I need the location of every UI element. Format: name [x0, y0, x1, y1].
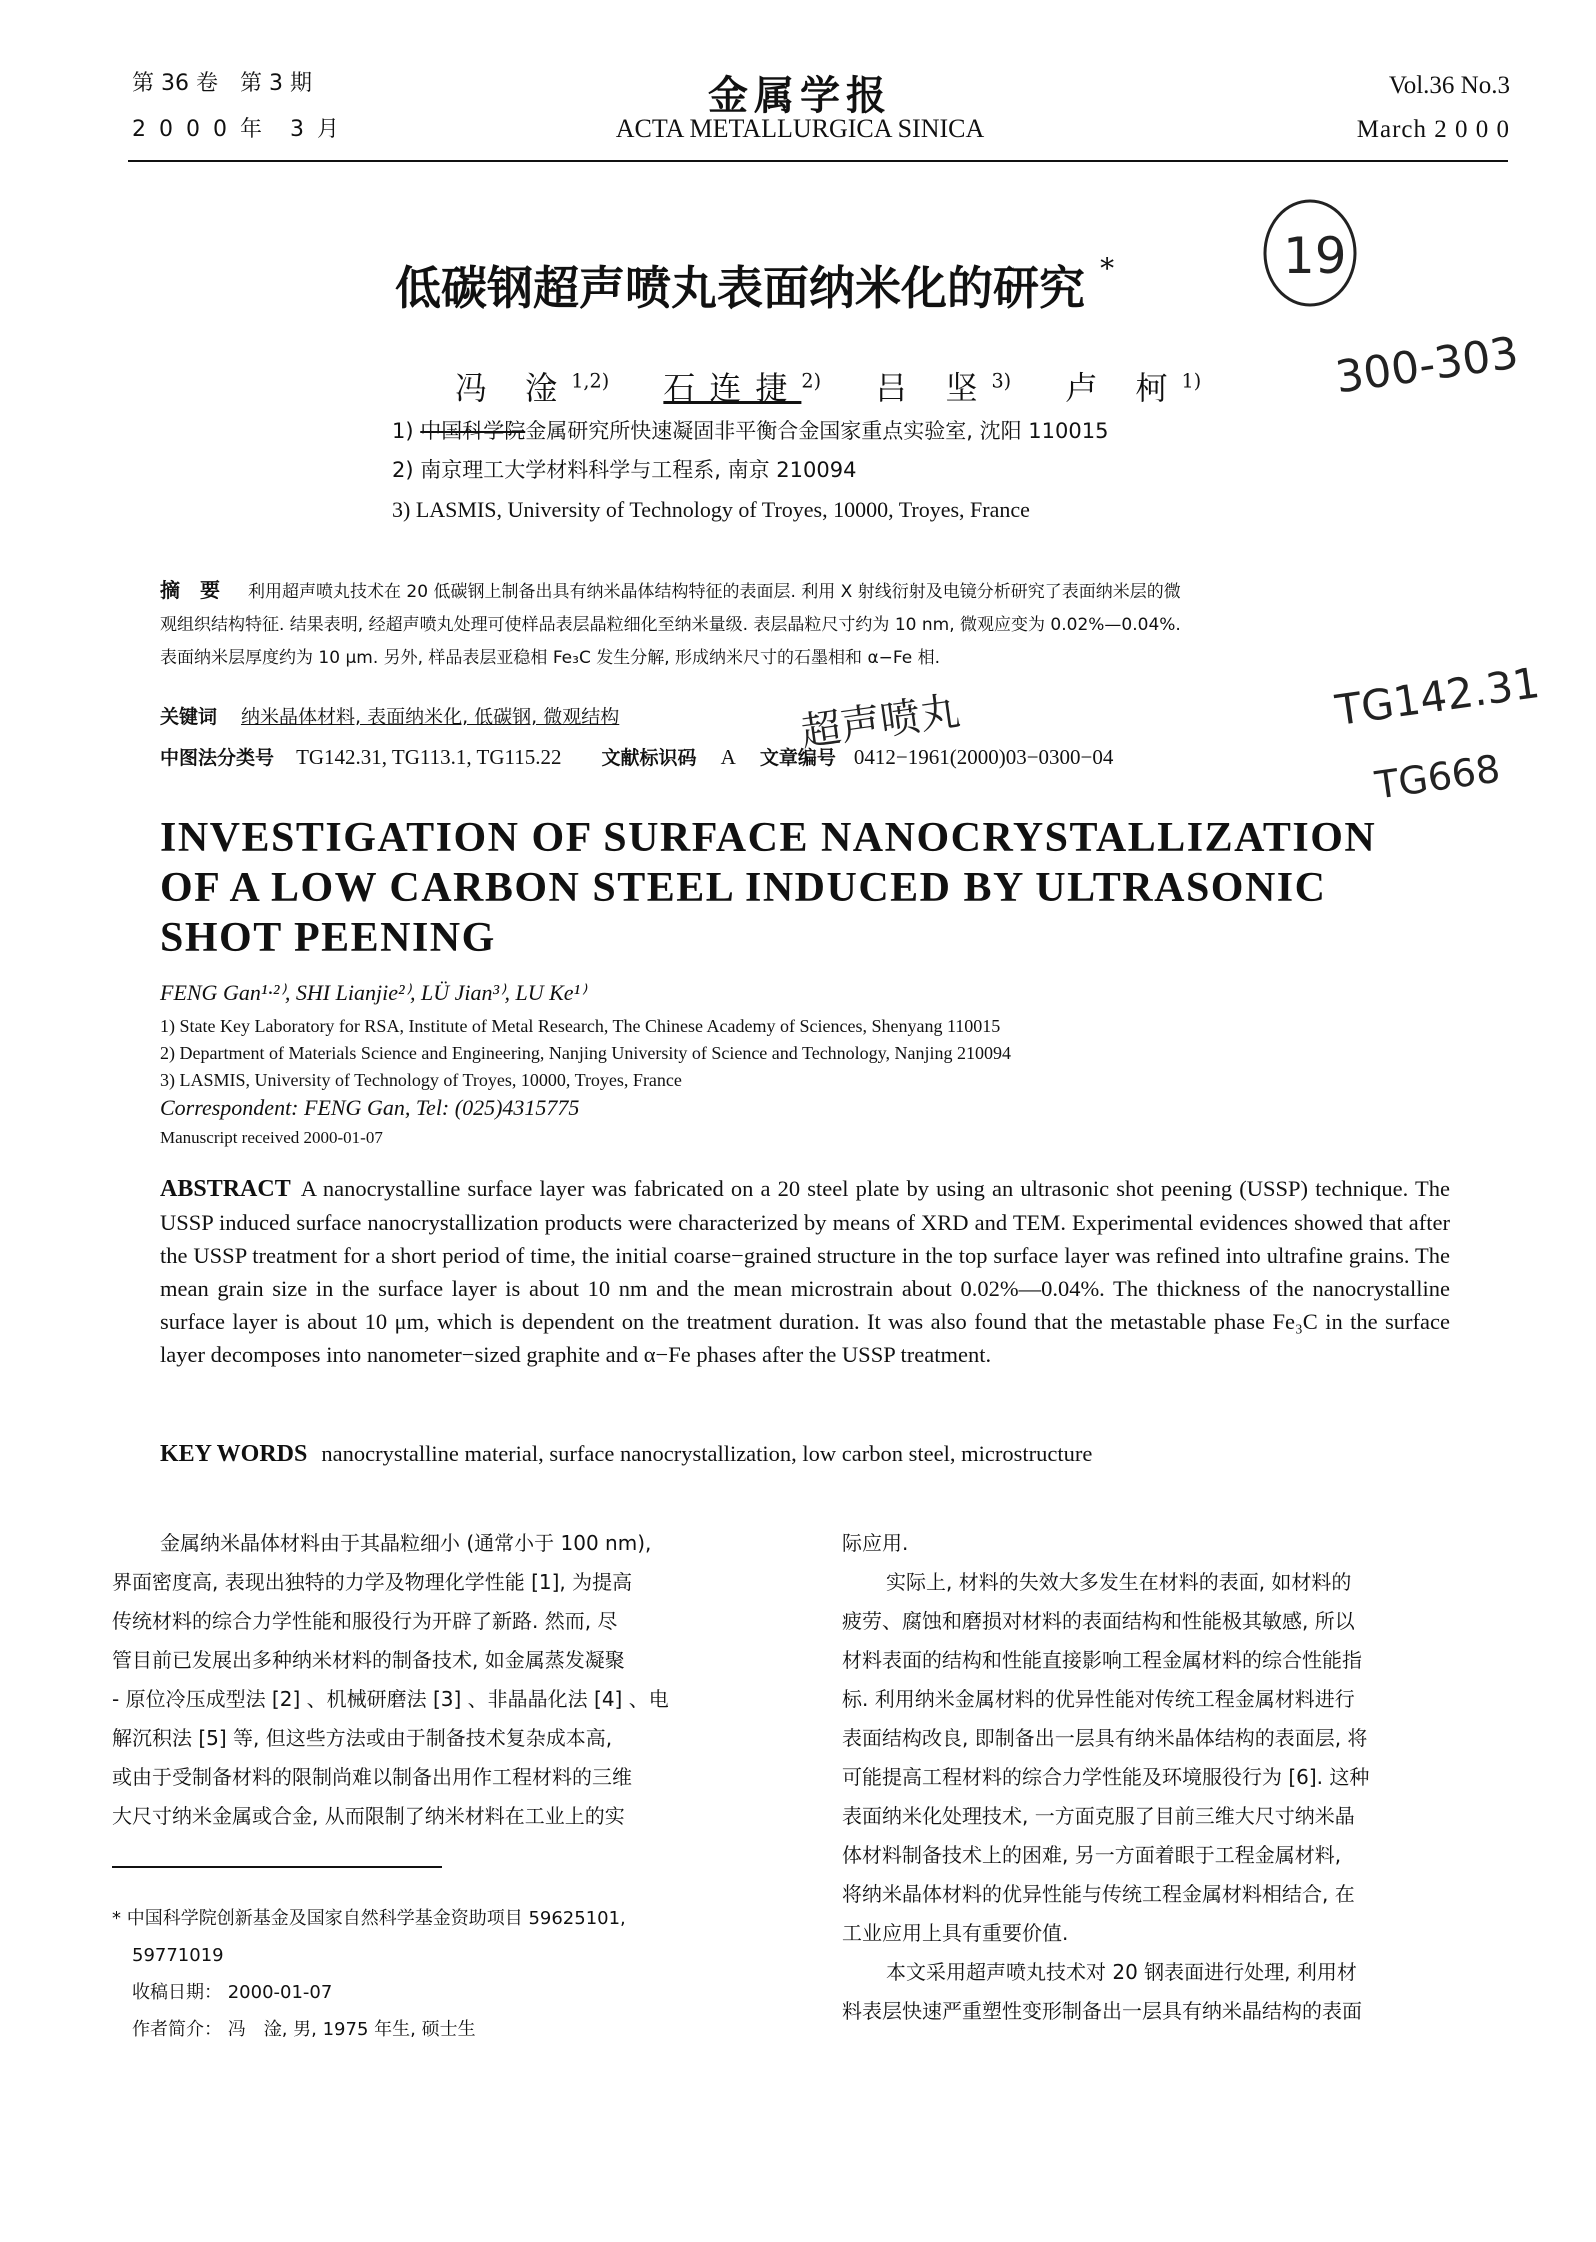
- article-no-label: 文章编号: [759, 747, 836, 769]
- body-right-line: 表面纳米化处理技术, 一方面克服了目前三维大尺寸纳米晶: [842, 1804, 1355, 1828]
- affiliation-zh-2: 2) 南京理工大学材料科学与工程系, 南京 210094: [392, 458, 857, 482]
- doc-code-value: A: [720, 745, 736, 769]
- body-right-line: 工业应用上具有重要价值.: [842, 1921, 1069, 1945]
- author-zh-3: 吕 坚: [875, 369, 992, 407]
- keywords-en: [160, 1437, 1092, 1471]
- svg-text:19: 19: [1283, 227, 1347, 285]
- title-en-line-2: OF A LOW CARBON STEEL INDUCED BY ULTRASONIC: [160, 865, 1327, 911]
- doc-code-label: 文献标识码: [601, 747, 697, 769]
- clc-label: 中图法分类号: [160, 747, 275, 769]
- handwritten-tg-note-1: TG142.31: [1332, 657, 1543, 736]
- body-right-line: 材料表面的结构和性能直接影响工程金属材料的综合性能指: [842, 1648, 1362, 1672]
- affiliation-zh-3: 3) LASMIS, University of Technology of Troyes, 10000, Troyes, France: [392, 497, 1030, 522]
- body-right-line: 将纳米晶体材料的优异性能与传统工程金属材料相结合, 在: [842, 1882, 1355, 1906]
- received-date: Manuscript received 2000-01-07: [160, 1128, 383, 1147]
- affiliation-en-3: 3) LASMIS, University of Technology of Troyes, 10000, Troyes, France: [160, 1070, 682, 1090]
- footnotes: [112, 1900, 626, 2048]
- footnote-line: 收稿日期： 2000-01-07: [132, 1982, 333, 2003]
- journal-title-en: ACTA METALLURGICA SINICA: [615, 114, 985, 143]
- footnote-rule: [112, 1866, 442, 1868]
- handwritten-tg-note-2: TG668: [1372, 746, 1503, 808]
- author-zh-2-sup: 2): [801, 369, 822, 393]
- author-zh-1-sup: 1,2): [571, 369, 610, 393]
- author-zh-2: 石连捷: [663, 369, 802, 407]
- body-right-line: 料表层快速严重塑性变形制备出一层具有纳米晶结构的表面: [842, 1999, 1362, 2023]
- header-rule: [128, 160, 1508, 162]
- author-zh-1: 冯 淦: [455, 369, 572, 407]
- authors-en: FENG Gan¹·²⁾, SHI Lianjie²⁾, LÜ Jian³⁾, LU Ke¹⁾: [160, 980, 586, 1005]
- body-right-line: 疲劳、腐蚀和磨损对材料的表面结构和性能极其敏感, 所以: [842, 1609, 1355, 1633]
- abstract-zh-label: 摘 要: [160, 578, 220, 602]
- date-en: March 2 0 0 0: [1356, 116, 1510, 143]
- body-right-line: 体材料制备技术上的困难, 另一方面着眼于工程金属材料,: [842, 1843, 1342, 1867]
- title-star: *: [1100, 252, 1115, 285]
- abstract-zh-line-1: 利用超声喷丸技术在 20 低碳钢上制备出具有纳米晶体结构特征的表面层. 利用 X 射线衍射及电镜分析研究了表面纳米层的微: [248, 582, 1181, 602]
- body-left-line: 管目前已发展出多种纳米材料的制备技术, 如金属蒸发凝聚: [112, 1648, 625, 1672]
- footnote-line: 59771019: [132, 1945, 224, 1966]
- keywords-en-label: KEY WORDS: [160, 1441, 308, 1467]
- authors-zh: [455, 363, 1201, 409]
- abstract-en: [160, 1172, 1450, 1371]
- body-right-line: 标. 利用纳米金属材料的优异性能对传统工程金属材料进行: [842, 1687, 1355, 1711]
- handwritten-page-note: 300-303: [1332, 327, 1522, 404]
- body-right-line: 可能提高工程材料的综合力学性能及环境服役行为 [6]. 这种: [842, 1765, 1370, 1789]
- title-zh-block: [395, 252, 1114, 318]
- author-zh-3-sup: 3): [991, 369, 1012, 393]
- title-zh: 低碳钢超声喷丸表面纳米化的研究: [395, 261, 1085, 315]
- affiliation-zh-1: 1) 中国科学院金属研究所快速凝固非平衡合金国家重点实验室, 沈阳 110015: [392, 419, 1109, 443]
- keywords-zh-label: 关键词: [160, 706, 218, 728]
- clc-value: TG142.31, TG113.1, TG115.22: [296, 745, 562, 769]
- body-left-line: 金属纳米晶体材料由于其晶粒细小 (通常小于 100 nm),: [160, 1531, 652, 1555]
- author-zh-4-sup: 1): [1181, 369, 1202, 393]
- handwritten-keyword-note: 超声喷丸: [798, 688, 963, 756]
- affiliation-en-1: 1) State Key Laboratory for RSA, Institute of Metal Research, The Chinese Academy of Sciences, Shenyang 110015: [160, 1016, 1001, 1036]
- body-left-line: - 原位冷压成型法 [2] 、机械研磨法 [3] 、非晶晶化法 [4] 、电: [112, 1687, 669, 1711]
- body-right-column: [842, 1524, 1522, 2031]
- volume-issue-en: Vol.36 No.3: [1388, 72, 1510, 99]
- body-right-line: 实际上, 材料的失效大多发生在材料的表面, 如材料的: [866, 1570, 1352, 1594]
- title-en-line-3: SHOT PEENING: [160, 915, 496, 961]
- keywords-en-text: nanocrystalline material, surface nanocrystallization, low carbon steel, microstructure: [321, 1441, 1093, 1466]
- title-en-line-1: INVESTIGATION OF SURFACE NANOCRYSTALLIZATION: [160, 815, 1377, 861]
- abstract-en-label: ABSTRACT: [160, 1176, 291, 1202]
- body-left-line: 传统材料的综合力学性能和服役行为开辟了新路. 然而, 尽: [112, 1609, 618, 1633]
- keywords-zh-text: 纳米晶体材料, 表面纳米化, 低碳钢, 微观结构: [241, 706, 620, 728]
- body-left-line: 大尺寸纳米金属或合金, 从而限制了纳米材料在工业上的实: [112, 1804, 625, 1828]
- affiliations-en: [160, 1013, 1011, 1094]
- author-zh-4: 卢 柯: [1065, 369, 1182, 407]
- footnote-line: * 中国科学院创新基金及国家自然科学基金资助项目 59625101,: [112, 1908, 626, 1929]
- abstract-zh-line-2: 观组织结构特征. 结果表明, 经超声喷丸处理可使样品表层晶粒细化至纳米量级. 表层晶粒尺寸约为 10 nm, 微观应变为 0.02%—0.04%.: [160, 615, 1181, 635]
- abstract-zh: [160, 574, 1510, 675]
- article-no-value: 0412−1961(2000)03−0300−04: [853, 745, 1114, 769]
- body-left-column: [112, 1524, 792, 1836]
- body-left-line: 界面密度高, 表现出独特的力学及物理化学性能 [1], 为提高: [112, 1570, 633, 1594]
- body-left-line: 解沉积法 [5] 等, 但这些方法或由于制备技术复杂成本高,: [112, 1726, 613, 1750]
- abstract-zh-line-3: 表面纳米层厚度约为 10 μm. 另外, 样品表层亚稳相 Fe₃C 发生分解, 形成纳米尺寸的石墨相和 α−Fe 相.: [160, 648, 941, 668]
- footnote-line: 作者简介： 冯 淦, 男, 1975 年生, 硕士生: [132, 2019, 476, 2040]
- affiliation-en-2: 2) Department of Materials Science and Engineering, Nanjing University of Science and Technology, Nanjing 210094: [160, 1043, 1012, 1063]
- abstract-en-text: A nanocrystalline surface layer was fabricated on a 20 steel plate by using an ultrasonic shot peening (USSP) technique. The USSP induced surface nanocrystallization products were characterized by means of XRD and TEM. Experimental evidences showed that after the USSP treatment for a short period of time, the initial coarse−grained structure in the top surface layer was refined into ultrafine grains. The mean grain size in the surface layer is about 10 nm and the mean microstrain about 0.02%—0.04%. The thickness of the nanocrystalline surface layer is about 10 μm, which is dependent on the treatment duration. It was also found that the metastable phase Fe₃C in the surface layer decomposes into nanometer−sized graphite and α−Fe phases after the USSP treatment.: [160, 1176, 1450, 1367]
- date-zh: 2 0 0 0 年 3 月: [132, 117, 342, 142]
- body-right-line: 本文采用超声喷丸技术对 20 钢表面进行处理, 利用材: [866, 1960, 1357, 1984]
- affiliations-zh: [392, 412, 1108, 529]
- journal-title-zh: 金属学报: [708, 72, 892, 119]
- classification-line: [160, 740, 1113, 775]
- volume-issue-zh: 第 36 卷 第 3 期: [132, 71, 312, 96]
- correspondent: Correspondent: FENG Gan, Tel: (025)4315775: [160, 1095, 580, 1120]
- body-left-line: 或由于受制备材料的限制尚难以制备出用作工程材料的三维: [112, 1765, 632, 1789]
- keywords-zh: [160, 700, 619, 734]
- title-en: [160, 813, 1376, 963]
- body-right-line: 际应用.: [842, 1531, 909, 1555]
- body-right-line: 表面结构改良, 即制备出一层具有纳米晶体结构的表面层, 将: [842, 1726, 1368, 1750]
- handwritten-circle-annotation: [1255, 195, 1365, 315]
